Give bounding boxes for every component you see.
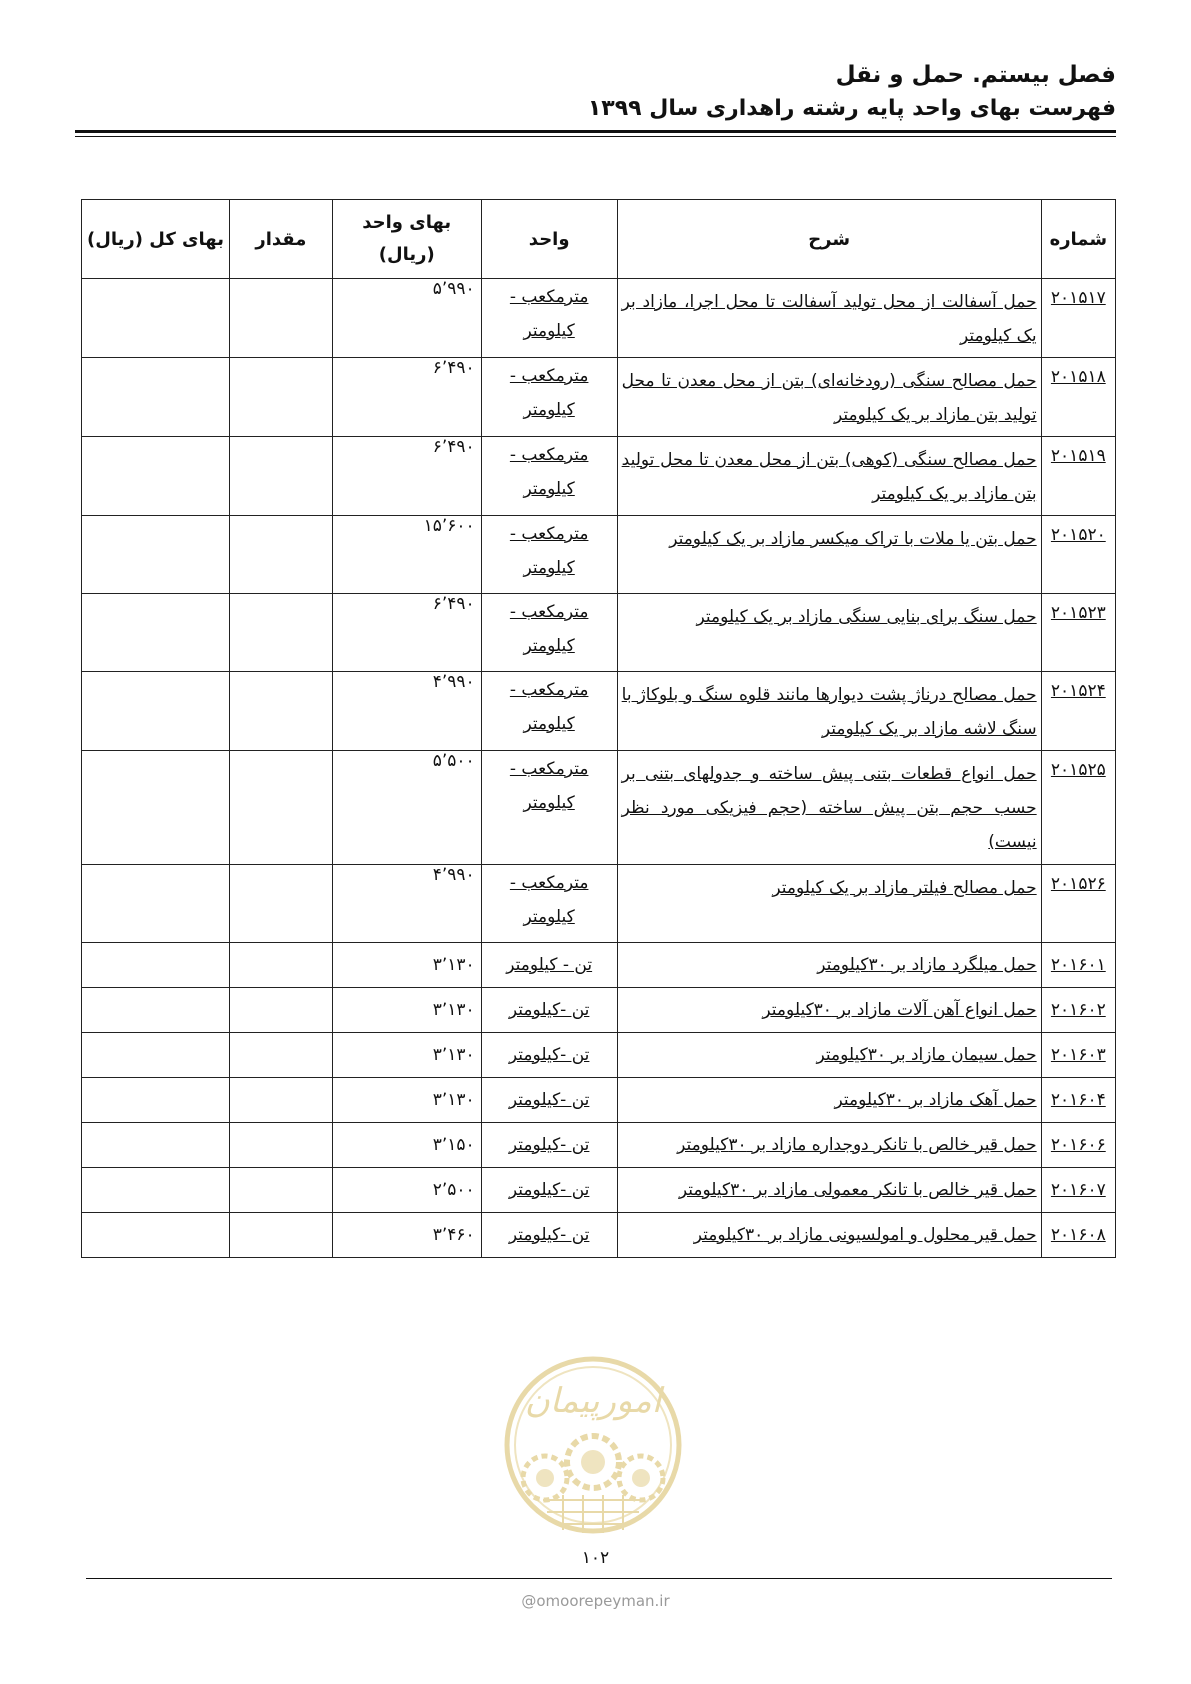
table-row — [82, 358, 1116, 437]
item-code-text: ۲۰۱۶۰۴ — [1050, 1090, 1106, 1110]
item-code-text: ۲۰۱۵۱۷ — [1050, 288, 1106, 308]
item-description-text: حمل آسفالت از محل تولید آسفالت تا محل اجرا، مازاد بر یک کیلومتر — [621, 292, 1037, 346]
table-body — [82, 279, 1116, 1258]
table-row — [82, 751, 1116, 865]
item-total — [82, 865, 230, 943]
item-code-text: ۲۰۱۶۰۶ — [1050, 1135, 1106, 1155]
item-unit-line: مترمکعب - — [509, 287, 589, 307]
item-unit-price: ۳٬۱۳۰ — [332, 1078, 481, 1123]
item-total — [82, 594, 230, 672]
item-quantity — [229, 1168, 332, 1213]
item-description-text: حمل بتن یا ملات با تراک میکسر مازاد بر یک کیلومتر — [669, 529, 1037, 549]
item-unit-line: کیلومتر — [523, 479, 575, 499]
table-row — [82, 1078, 1116, 1123]
item-code — [1041, 1078, 1115, 1123]
item-total — [82, 1168, 230, 1213]
item-code — [1041, 594, 1115, 672]
item-description-text: حمل آهک مازاد بر ۳۰کیلومتر — [834, 1090, 1037, 1110]
item-unit-line: مترمکعب - — [509, 366, 589, 386]
header-unit-price-currency: (ریال) — [378, 244, 435, 265]
header-unit: واحد — [481, 200, 617, 279]
item-unit — [481, 516, 617, 594]
item-unit-line: مترمکعب - — [509, 759, 589, 779]
item-code-text: ۲۰۱۵۱۹ — [1050, 446, 1106, 466]
item-unit-price: ۶٬۴۹۰ — [332, 358, 481, 437]
item-description — [617, 672, 1041, 751]
item-unit-price: ۵٬۹۹۰ — [332, 279, 481, 358]
item-unit-price: ۳٬۱۳۰ — [332, 988, 481, 1033]
item-unit-line: کیلومتر — [523, 636, 575, 656]
item-description — [617, 437, 1041, 516]
item-quantity — [229, 279, 332, 358]
table-row — [82, 1033, 1116, 1078]
item-code-text: ۲۰۱۵۲۰ — [1050, 525, 1106, 545]
item-code-text: ۲۰۱۶۰۳ — [1050, 1045, 1106, 1065]
item-quantity — [229, 594, 332, 672]
item-quantity — [229, 751, 332, 865]
item-code — [1041, 943, 1115, 988]
table-row — [82, 988, 1116, 1033]
item-quantity — [229, 516, 332, 594]
item-code — [1041, 672, 1115, 751]
item-description — [617, 751, 1041, 865]
table-row — [82, 672, 1116, 751]
item-total — [82, 1078, 230, 1123]
item-code-text: ۲۰۱۶۰۲ — [1050, 1000, 1106, 1020]
item-code — [1041, 358, 1115, 437]
table-row — [82, 1168, 1116, 1213]
item-unit-line: مترمکعب - — [509, 602, 589, 622]
price-list-table — [81, 199, 1116, 1258]
item-unit-price: ۴٬۹۹۰ — [332, 672, 481, 751]
item-total — [82, 279, 230, 358]
page-number: ۱۰۲ — [581, 1548, 610, 1568]
item-description — [617, 594, 1041, 672]
item-unit-price: ۳٬۱۳۰ — [332, 943, 481, 988]
item-unit — [481, 672, 617, 751]
header-unit-price-label: بهای واحد — [362, 212, 452, 233]
item-code-text: ۲۰۱۶۰۱ — [1050, 955, 1106, 975]
header-divider-thin — [75, 136, 1116, 137]
item-total — [82, 1033, 230, 1078]
document-subtitle: فهرست بهای واحد پایه رشته راهداری سال ۱۳۹۹ — [587, 96, 1116, 121]
item-unit — [481, 943, 617, 988]
item-unit-line: کیلومتر — [523, 793, 575, 813]
item-unit-line: کیلومتر — [523, 907, 575, 927]
watermark-seal-logo — [503, 1350, 683, 1540]
item-total — [82, 672, 230, 751]
item-description — [617, 865, 1041, 943]
item-code — [1041, 437, 1115, 516]
item-quantity — [229, 1078, 332, 1123]
item-unit-line: کیلومتر — [523, 400, 575, 420]
item-unit — [481, 988, 617, 1033]
item-unit-line: تن -کیلومتر — [508, 1090, 590, 1110]
header-code: شماره — [1041, 200, 1115, 279]
item-code — [1041, 1033, 1115, 1078]
item-quantity — [229, 943, 332, 988]
item-unit-price: ۴٬۹۹۰ — [332, 865, 481, 943]
item-unit-price: ۶٬۴۹۰ — [332, 437, 481, 516]
item-quantity — [229, 437, 332, 516]
item-description — [617, 279, 1041, 358]
item-code-text: ۲۰۱۵۲۵ — [1050, 760, 1106, 780]
item-unit-price: ۳٬۴۶۰ — [332, 1213, 481, 1258]
item-description — [617, 358, 1041, 437]
item-code-text: ۲۰۱۵۱۸ — [1050, 367, 1106, 387]
header-divider-thick — [75, 130, 1116, 133]
item-code-text: ۲۰۱۵۲۶ — [1050, 874, 1106, 894]
item-unit — [481, 1123, 617, 1168]
item-unit-line: تن -کیلومتر — [508, 1135, 590, 1155]
item-code-text: ۲۰۱۶۰۸ — [1050, 1225, 1106, 1245]
table-row — [82, 1213, 1116, 1258]
item-unit-line: کیلومتر — [523, 558, 575, 578]
item-unit-line: تن -کیلومتر — [508, 1180, 590, 1200]
item-unit — [481, 279, 617, 358]
item-description — [617, 1168, 1041, 1213]
item-unit-price: ۵٬۵۰۰ — [332, 751, 481, 865]
item-description-text: حمل قیر محلول و امولسیونی مازاد بر ۳۰کیلومتر — [693, 1225, 1037, 1245]
item-unit-line: کیلومتر — [523, 714, 575, 734]
item-unit — [481, 865, 617, 943]
item-description-text: حمل مصالح فیلتر مازاد بر یک کیلومتر — [772, 878, 1037, 898]
item-code — [1041, 988, 1115, 1033]
header-unit-price — [332, 200, 481, 279]
header-description: شرح — [617, 200, 1041, 279]
item-unit — [481, 1033, 617, 1078]
item-description-text: حمل میلگرد مازاد بر ۳۰کیلومتر — [817, 955, 1037, 975]
chapter-title: فصل بیستم. حمل و نقل — [835, 62, 1116, 88]
item-unit — [481, 1213, 617, 1258]
item-unit-price: ۱۵٬۶۰۰ — [332, 516, 481, 594]
item-unit-line: تن -کیلومتر — [508, 1000, 590, 1020]
table-row — [82, 594, 1116, 672]
item-code — [1041, 279, 1115, 358]
table-row — [82, 943, 1116, 988]
item-total — [82, 751, 230, 865]
item-quantity — [229, 1123, 332, 1168]
item-quantity — [229, 988, 332, 1033]
item-unit — [481, 437, 617, 516]
table-row — [82, 437, 1116, 516]
item-description-text: حمل مصالح سنگی (کوهی) بتن از محل معدن تا محل تولید بتن مازاد بر یک کیلومتر — [621, 450, 1037, 504]
header-total: بهای کل (ریال) — [82, 200, 230, 279]
item-unit-line: کیلومتر — [523, 321, 575, 341]
item-unit-price: ۲٬۵۰۰ — [332, 1168, 481, 1213]
item-total — [82, 1213, 230, 1258]
table-row — [82, 516, 1116, 594]
item-total — [82, 943, 230, 988]
item-description — [617, 988, 1041, 1033]
item-description — [617, 1213, 1041, 1258]
item-quantity — [229, 1033, 332, 1078]
item-description — [617, 516, 1041, 594]
item-quantity — [229, 358, 332, 437]
item-quantity — [229, 865, 332, 943]
item-quantity — [229, 672, 332, 751]
item-code — [1041, 1168, 1115, 1213]
item-unit-price: ۶٬۴۹۰ — [332, 594, 481, 672]
item-unit — [481, 594, 617, 672]
item-unit — [481, 1168, 617, 1213]
item-unit-line: مترمکعب - — [509, 873, 589, 893]
item-total — [82, 516, 230, 594]
table-row — [82, 865, 1116, 943]
item-code — [1041, 751, 1115, 865]
item-code — [1041, 1123, 1115, 1168]
item-description-text: حمل مصالح درناژ پشت دیوارها مانند قلوه سنگ و بلوکاژ با سنگ لاشه مازاد بر یک کیلومتر — [621, 685, 1037, 739]
svg-text:امورپیمان: امورپیمان — [524, 1381, 662, 1421]
item-description-text: حمل سنگ برای بنایی سنگی مازاد بر یک کیلومتر — [696, 607, 1037, 627]
item-unit — [481, 751, 617, 865]
item-total — [82, 1123, 230, 1168]
item-total — [82, 437, 230, 516]
item-description-text: حمل سیمان مازاد بر ۳۰کیلومتر — [816, 1045, 1037, 1065]
item-unit-line: مترمکعب - — [509, 680, 589, 700]
item-unit — [481, 1078, 617, 1123]
item-description — [617, 1078, 1041, 1123]
item-code-text: ۲۰۱۵۲۴ — [1050, 681, 1106, 701]
item-description — [617, 1033, 1041, 1078]
item-unit-price: ۳٬۱۳۰ — [332, 1033, 481, 1078]
item-code — [1041, 516, 1115, 594]
item-code — [1041, 1213, 1115, 1258]
item-unit-line: مترمکعب - — [509, 524, 589, 544]
item-description-text: حمل انواع قطعات بتنی پیش ساخته و جدولهای بتنی بر حسب حجم بتن پیش ساخته (حجم فیزیکی مورد نظر نیست) — [621, 764, 1037, 852]
item-total — [82, 988, 230, 1033]
item-total — [82, 358, 230, 437]
item-code-text: ۲۰۱۵۲۳ — [1050, 603, 1106, 623]
table-header-row — [82, 200, 1116, 279]
item-description — [617, 1123, 1041, 1168]
item-unit-line: تن -کیلومتر — [508, 1225, 590, 1245]
item-description-text: حمل قیر خالص با تانکر معمولی مازاد بر ۳۰کیلومتر — [678, 1180, 1037, 1200]
item-description — [617, 943, 1041, 988]
footer-divider — [86, 1578, 1112, 1579]
item-unit-price: ۳٬۱۵۰ — [332, 1123, 481, 1168]
item-unit — [481, 358, 617, 437]
table-row — [82, 1123, 1116, 1168]
website-watermark: @omoorepeyman.ir — [521, 1592, 670, 1610]
header-quantity: مقدار — [229, 200, 332, 279]
item-unit-line: تن -کیلومتر — [508, 1045, 590, 1065]
item-quantity — [229, 1213, 332, 1258]
item-unit-line: مترمکعب - — [509, 445, 589, 465]
item-description-text: حمل قیر خالص با تانکر دوجداره مازاد بر ۳۰کیلومتر — [677, 1135, 1037, 1155]
page-header — [75, 58, 1116, 126]
item-unit-line: تن - کیلومتر — [506, 955, 593, 975]
item-description-text: حمل انواع آهن آلات مازاد بر ۳۰کیلومتر — [762, 1000, 1037, 1020]
item-code — [1041, 865, 1115, 943]
table-row — [82, 279, 1116, 358]
item-description-text: حمل مصالح سنگی (رودخانه‌ای) بتن از محل معدن تا محل تولید بتن مازاد بر یک کیلومتر — [621, 371, 1037, 425]
item-code-text: ۲۰۱۶۰۷ — [1050, 1180, 1106, 1200]
